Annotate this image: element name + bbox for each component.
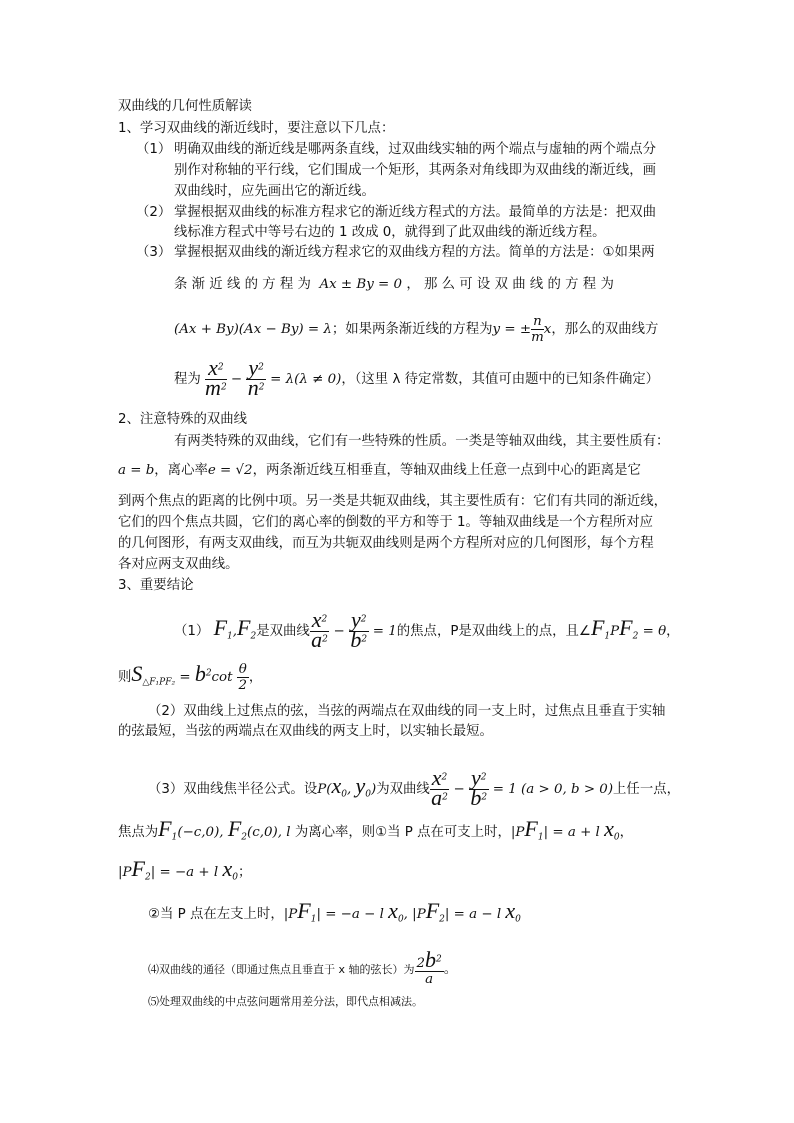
- result-3-text-a: （3）双曲线焦半径公式。设: [148, 782, 318, 797]
- item-3-line-3-text-a: ；如果两条渐近线的方程为: [331, 322, 493, 337]
- section-2-line-4: 它们的四个焦点共圆，它们的离心率的倒数的平方和等于 1。等轴双曲线是一个方程所对应: [118, 515, 654, 530]
- result-3-text-c: 上任一点，: [613, 782, 680, 797]
- section-2-line-3: 到两个焦点的距离的比例中项。另一类是共轭双曲线，其主要性质有：它们有共同的渐近线，: [118, 494, 668, 509]
- section-2-line-5: 的几何图形，有两支双曲线，而互为共轭双曲线则是两个方程所对应的几何图形，每个方程: [118, 536, 654, 551]
- result-1-line-2: 则$S_{\triangle F_1PF_2} = b^2\cot$ $\frac{\theta}{2}$ ，: [118, 661, 263, 693]
- cot-label: cot: [211, 670, 233, 685]
- result-1-text-b: 的焦点，P是双曲线上的点，且∠: [396, 624, 591, 639]
- item-1-line-3: 双曲线时，应先画出它的渐近线。: [174, 184, 375, 199]
- item-3-line-3-text-b: ，那么的双曲线方: [551, 322, 659, 337]
- item-3-line-1: 掌握根据双曲线的渐近线方程求它的双曲线方程的方法。简单的方法是：①如果两: [174, 245, 655, 260]
- right-branch-pf2: $|PF_2| = -a + l$ $x_0$: [118, 856, 238, 883]
- item-1-line-2: 别作对称轴的平行线，它们围成一个矩形，其两条对角线即为双曲线的渐近线，画: [174, 163, 657, 178]
- result-2-line-2: 的弦最短，当弦的两端点在双曲线的两支上时，以实轴长最短。: [118, 724, 493, 739]
- foci-f1-f2: $F_1,F_2$: [213, 615, 257, 642]
- result-3-line-2: 焦点为$F_1(-c,0)$, $F_2(c,0)$, l 为离心率，则①当 P 点在可支上时，$|PF_1| = a + l$ $x_0$，: [118, 816, 633, 843]
- section-2-heading: 2、注意特殊的双曲线: [118, 412, 248, 427]
- item-3-line-3: [174, 314, 658, 345]
- result-4-line: [148, 947, 458, 987]
- item-3-line-4-text-b: ，（这里 λ 待定常数，其值可由题中的已知条件确定）: [341, 372, 660, 387]
- item-3-line-2-text-b: ， 那 么 可 设 双 曲 线 的 方 程 为: [406, 277, 614, 292]
- result-2-line-1: （2）双曲线上过焦点的弦，当弦的两端点在双曲线的同一支上时，过焦点且垂直于实轴: [148, 704, 666, 719]
- item-2-number: （2）: [136, 205, 172, 220]
- eccentricity-formula: e = √2: [207, 463, 253, 478]
- hyperbola-mn-formula: $\frac{x^2}{m^2}$ − $\frac{y^2}{n^2}$: [205, 355, 265, 400]
- triangle-area-formula: $S_{\triangle F_1PF_2} = b^2\cot$ $\frac{\theta}{2}$: [131, 661, 248, 693]
- section-2-line-2: [118, 462, 641, 480]
- item-3-line-4: [174, 355, 660, 400]
- hyperbola-product-equation: (Ax + By)(Ax − By) = λ: [174, 322, 332, 337]
- result-3-line-2-text-a: 焦点为: [118, 825, 159, 840]
- section-2-line-6: 各对应两支双曲线。: [118, 557, 239, 572]
- result-3-text-b: 为双曲线: [376, 782, 430, 797]
- item-3-line-2-text-a: 条 渐 近 线 的 方 程 为: [174, 277, 311, 292]
- item-3-line-2: [174, 276, 614, 294]
- result-3-line-4-text: ②当 P 点在左支上时，: [148, 907, 284, 922]
- section-3-heading: 3、重要结论: [118, 578, 194, 593]
- result-4-text-b: 。: [443, 962, 458, 977]
- item-3-number: （3）: [136, 245, 172, 260]
- item-2-line-2: 线标准方程式中等号右边的 1 改成 0，就得到了此双曲线的渐近线方程。: [174, 225, 606, 240]
- result-3-line-1: [148, 765, 680, 810]
- section-2-line-1: 有两类特殊的双曲线，它们有一些特殊的性质。一类是等轴双曲线，其主要性质有：: [174, 434, 670, 449]
- result-1-number: （1）: [174, 624, 210, 639]
- result-3-line-3: $|PF_2| = -a + l$ $x_0$；: [118, 856, 252, 883]
- left-branch-formulas: $|PF_1| = -a - l$ $x_0$, $|PF_2| = a - l$ $x_0$: [283, 898, 521, 925]
- item-3-line-4-text-a: 程为: [174, 372, 201, 387]
- item-1-number: （1）: [136, 142, 172, 157]
- right-branch-pf1: $|PF_1| = a + l$ $x_0$: [510, 816, 620, 843]
- asymptote-equation: Ax ± By = 0: [319, 277, 403, 292]
- equal-axis-condition: a = b: [118, 463, 155, 478]
- result-4-text-a: ⑷双曲线的通径（即通过焦点且垂直于 x 轴的弦长）为: [148, 963, 415, 976]
- hyperbola-ab-formula-2: $\frac{x^2}{a^2}$ − $\frac{y^2}{b^2}$: [431, 765, 488, 810]
- item-2-line-1: 掌握根据双曲线的标准方程求它的渐近线方程式的方法。最简单的方法是：把双曲: [174, 205, 657, 220]
- result-3-line-2-text-b: 为离心率，则①当 P 点在可支上时，: [294, 825, 511, 840]
- result-1-text-a: 是双曲线: [256, 624, 310, 639]
- hyperbola-ab-formula: $\frac{x^2}{a^2}$ − $\frac{y^2}{b^2}$ = 1: [311, 607, 397, 652]
- section-1-heading: 1、学习双曲线的渐近线时，要注意以下几点：: [118, 121, 395, 136]
- asymptote-y-formula: y = ± $\frac{n}{m}$ x: [492, 314, 552, 345]
- result-5-line: ⑸处理双曲线的中点弦问题常用差分法，即代点相减法。: [148, 995, 423, 1008]
- hyperbola-condition: = 1 (a > 0, b > 0): [492, 782, 614, 797]
- section-2-line-2-text-a: ，离心率: [154, 463, 208, 478]
- angle-f1pf2: $F_1PF_2 = \theta$: [590, 615, 667, 642]
- result-1-then: 则: [118, 670, 132, 685]
- latus-rectum-formula: $\frac{2b^2}{a}$: [416, 947, 442, 987]
- document-title: 双曲线的几何性质解读: [118, 99, 252, 114]
- point-p-coords: $P(x_0$, $y_0$): [317, 773, 377, 800]
- section-2-line-2-text-b: ，两条渐近线互相垂直，等轴双曲线上任意一点到中心的距离是它: [252, 463, 641, 478]
- lambda-condition: = λ(λ ≠ 0): [270, 372, 342, 387]
- item-1-line-1: 明确双曲线的渐近线是哪两条直线，过双曲线实轴的两个端点与虚轴的两个端点分: [174, 142, 657, 157]
- result-3-line-4: [148, 898, 521, 929]
- foci-coordinates: $F_1(-c,0)$, $F_2(c,0)$, l: [158, 816, 291, 843]
- result-1-line-1: （1） $F_1,F_2$是双曲线 $\frac{x^2}{a^2}$ − $\frac{y^2}{b^2}$ = 1的焦点，P是双曲线上的点，且$\angle F_1PF_2 = \theta$，: [174, 607, 680, 652]
